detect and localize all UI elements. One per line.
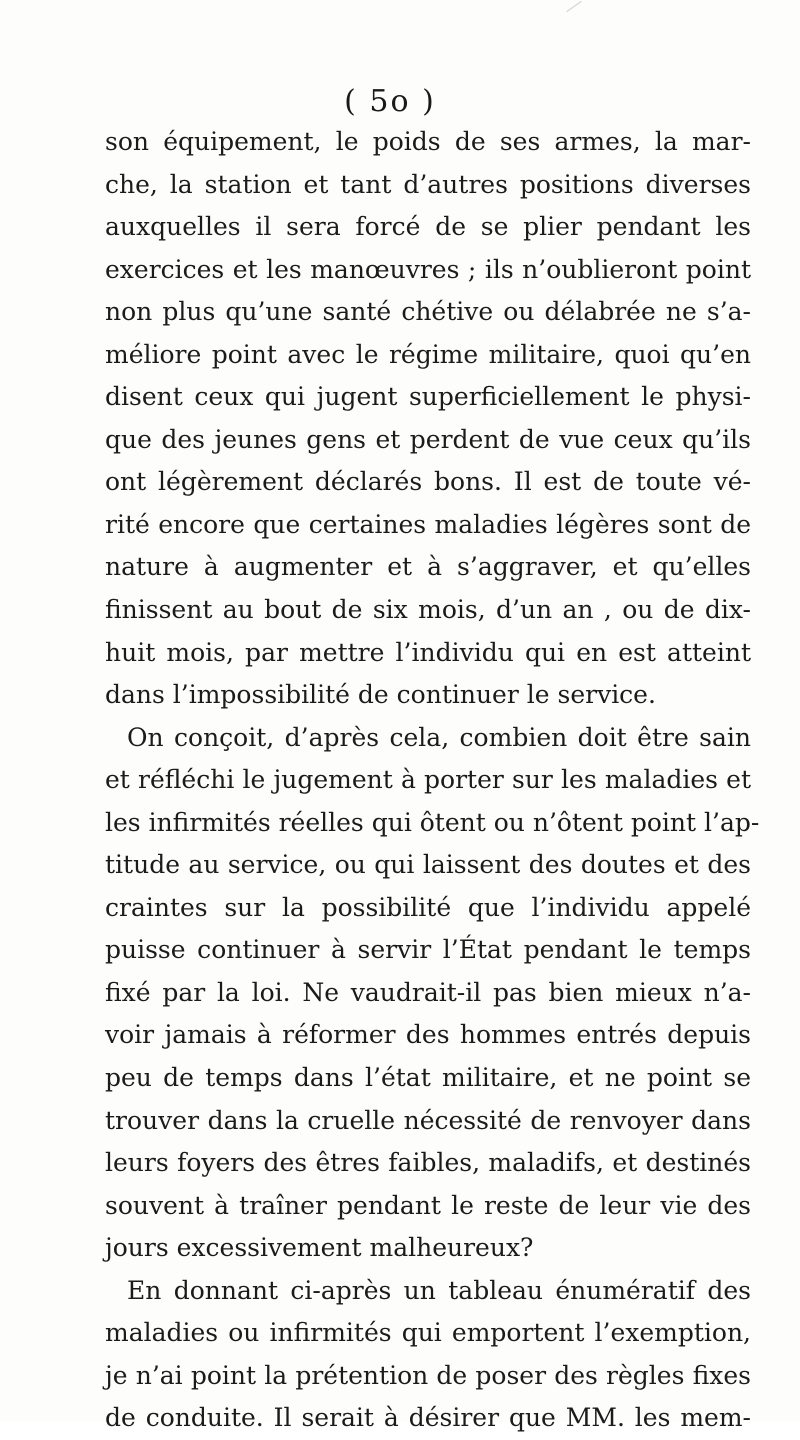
text-line: les infirmités réelles qui ôtent ou n’ôtent point l’ap- — [105, 807, 760, 837]
text-line: souvent à traîner pendant le reste de leur vie des — [105, 1190, 751, 1220]
text-line: rité encore que certaines maladies légères sont de — [105, 509, 751, 539]
text-line: leurs foyers des êtres faibles, maladifs, et destinés — [105, 1148, 751, 1178]
text-line: maladies ou infirmités qui emportent l’exemption, — [105, 1318, 751, 1348]
text-line: dans l’impossibilité de continuer le service. — [105, 680, 656, 710]
margin-mark — [566, 1, 581, 12]
text-line: et réfléchi le jugement à porter sur les maladies et — [105, 765, 751, 795]
text-line: son équipement, le poids de ses armes, la mar- — [105, 127, 751, 156]
text-line: fixé par la loi. Ne vaudrait-il pas bien mieux n’a- — [105, 977, 751, 1007]
text-line: nature à augmenter et à s’aggraver, et qu’elles — [105, 552, 751, 582]
text-line: je n’ai point la prétention de poser des règles fixes — [105, 1360, 751, 1390]
page-number: ( 5o ) — [344, 84, 436, 119]
text-line: craintes sur la possibilité que l’individu appelé — [105, 892, 751, 922]
text-line: que des jeunes gens et perdent de vue ceux qu’ils — [105, 424, 751, 454]
text-line: disent ceux qui jugent superficiellement le physi- — [105, 382, 751, 412]
text-line: puisse continuer à servir l’État pendant le temps — [105, 935, 751, 965]
text-line: che, la station et tant d’autres positions diverses — [105, 169, 751, 199]
text-line: peu de temps dans l’état militaire, et ne point se — [105, 1063, 751, 1093]
text-line: jours excessivement malheureux? — [105, 1233, 534, 1263]
text-line: exercices et les manœuvres ; ils n’oublieront point — [105, 254, 751, 284]
text-line: titude au service, ou qui laissent des doutes et des — [105, 850, 751, 880]
text-line: finissent au bout de six mois, d’un an , ou de dix- — [105, 595, 751, 625]
text-line: ont légèrement déclarés bons. Il est de toute vé- — [105, 467, 751, 497]
text-line: huit mois, par mettre l’individu qui en est atteint — [105, 637, 751, 667]
text-line: méliore point avec le régime militaire, quoi qu’en — [105, 339, 751, 369]
text-line: trouver dans la cruelle nécessité de renvoyer dans — [105, 1105, 751, 1135]
text-line: En donnant ci-après un tableau énumératif des — [127, 1275, 751, 1305]
text-line: On conçoit, d’après cela, combien doit être sain — [127, 722, 751, 752]
text-line: voir jamais à réformer des hommes entrés depuis — [105, 1020, 751, 1050]
text-line: de conduite. Il serait à désirer que MM. les mem- — [105, 1403, 751, 1433]
text-line: non plus qu’une santé chétive ou délabrée ne s’a- — [105, 297, 751, 327]
text-line: auxquelles il sera forcé de se plier pendant les — [105, 212, 751, 242]
body-text — [105, 121, 760, 1440]
